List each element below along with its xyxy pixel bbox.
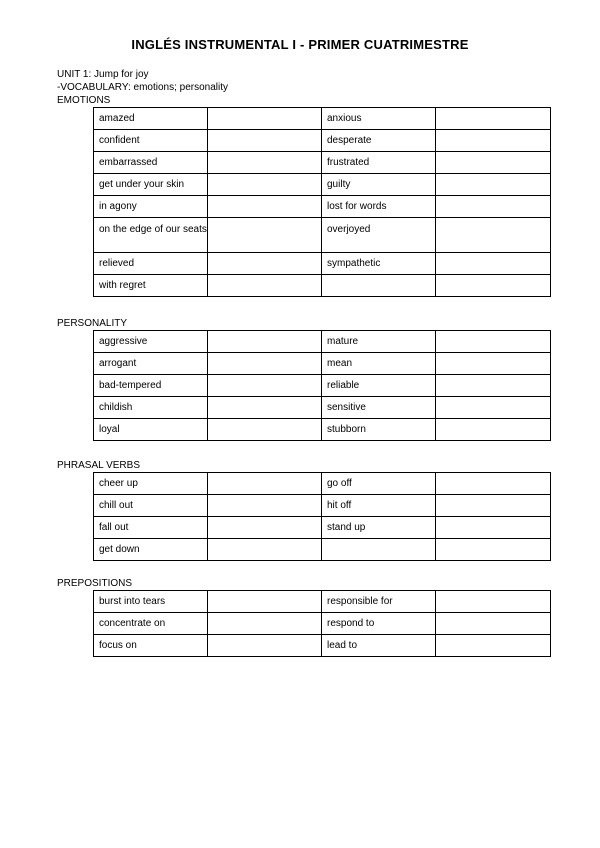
unit-line: UNIT 1: Jump for joy bbox=[57, 69, 149, 80]
vocab-term: get down bbox=[99, 544, 140, 555]
vocab-term: cheer up bbox=[99, 478, 138, 489]
vocab-term: mature bbox=[327, 336, 359, 347]
answer-cell[interactable] bbox=[208, 353, 322, 375]
term-cell bbox=[322, 353, 436, 375]
answer-cell[interactable] bbox=[436, 196, 551, 218]
vocab-term: frustrated bbox=[327, 157, 370, 168]
term-cell bbox=[322, 613, 436, 635]
term-cell bbox=[322, 397, 436, 419]
answer-cell[interactable] bbox=[208, 275, 322, 297]
term-cell bbox=[322, 253, 436, 275]
term-cell bbox=[322, 174, 436, 196]
vocab-term: focus on bbox=[99, 640, 137, 651]
answer-cell[interactable] bbox=[208, 196, 322, 218]
vocab-term: on the edge of our seats bbox=[99, 224, 207, 235]
table-row bbox=[94, 397, 551, 419]
answer-cell[interactable] bbox=[436, 613, 551, 635]
answer-cell[interactable] bbox=[436, 174, 551, 196]
answer-cell[interactable] bbox=[436, 331, 551, 353]
table-row bbox=[94, 331, 551, 353]
prepositions-heading: PREPOSITIONS bbox=[57, 578, 133, 589]
emotions-table bbox=[93, 107, 551, 297]
term-cell bbox=[322, 495, 436, 517]
answer-cell[interactable] bbox=[436, 517, 551, 539]
table-row bbox=[94, 108, 551, 130]
term-cell bbox=[322, 375, 436, 397]
answer-cell[interactable] bbox=[436, 635, 551, 657]
term-cell bbox=[94, 152, 208, 174]
term-cell bbox=[322, 331, 436, 353]
answer-cell[interactable] bbox=[436, 275, 551, 297]
phrasal-verbs-table bbox=[93, 472, 551, 561]
vocab-term: guilty bbox=[327, 179, 351, 190]
vocab-term: overjoyed bbox=[327, 224, 371, 235]
answer-cell[interactable] bbox=[436, 218, 551, 253]
term-cell bbox=[94, 218, 208, 253]
answer-cell[interactable] bbox=[436, 473, 551, 495]
answer-cell[interactable] bbox=[208, 419, 322, 441]
term-cell bbox=[94, 591, 208, 613]
answer-cell[interactable] bbox=[208, 108, 322, 130]
answer-cell[interactable] bbox=[436, 253, 551, 275]
term-cell bbox=[94, 375, 208, 397]
vocab-term: concentrate on bbox=[99, 618, 166, 629]
vocab-term: go off bbox=[327, 478, 352, 489]
vocab-term: hit off bbox=[327, 500, 352, 511]
term-cell bbox=[322, 152, 436, 174]
term-cell bbox=[322, 275, 436, 297]
answer-cell[interactable] bbox=[208, 517, 322, 539]
vocab-term: burst into tears bbox=[99, 596, 166, 607]
answer-cell[interactable] bbox=[436, 152, 551, 174]
vocab-term: confident bbox=[99, 135, 140, 146]
vocab-term: with regret bbox=[99, 280, 146, 291]
term-cell bbox=[94, 473, 208, 495]
personality-table bbox=[93, 330, 551, 441]
answer-cell[interactable] bbox=[436, 495, 551, 517]
term-cell bbox=[94, 613, 208, 635]
page-title: INGLÉS INSTRUMENTAL I - PRIMER CUATRIMESTRE bbox=[131, 37, 469, 52]
term-cell bbox=[94, 331, 208, 353]
table-row bbox=[94, 152, 551, 174]
vocab-term: lead to bbox=[327, 640, 358, 651]
answer-cell[interactable] bbox=[208, 613, 322, 635]
vocab-term: chill out bbox=[99, 500, 133, 511]
emotions-heading: EMOTIONS bbox=[57, 95, 111, 106]
table-row bbox=[94, 495, 551, 517]
vocab-term: amazed bbox=[99, 113, 135, 124]
vocab-term: stand up bbox=[327, 522, 366, 533]
vocab-term: relieved bbox=[99, 258, 135, 269]
vocab-term: responsible for bbox=[327, 596, 393, 607]
vocab-term: arrogant bbox=[99, 358, 137, 369]
vocab-term: childish bbox=[99, 402, 133, 413]
answer-cell[interactable] bbox=[208, 495, 322, 517]
vocab-term: loyal bbox=[99, 424, 120, 435]
table-row bbox=[94, 613, 551, 635]
term-cell bbox=[322, 591, 436, 613]
term-cell bbox=[322, 473, 436, 495]
table-row bbox=[94, 353, 551, 375]
table-row bbox=[94, 174, 551, 196]
table-row bbox=[94, 635, 551, 657]
table-row bbox=[94, 375, 551, 397]
term-cell bbox=[94, 174, 208, 196]
vocab-term: mean bbox=[327, 358, 353, 369]
term-cell bbox=[322, 218, 436, 253]
table-row bbox=[94, 275, 551, 297]
table-row bbox=[94, 517, 551, 539]
table-row bbox=[94, 253, 551, 275]
answer-cell[interactable] bbox=[436, 353, 551, 375]
vocab-term: anxious bbox=[327, 113, 362, 124]
vocab-term: desperate bbox=[327, 135, 372, 146]
vocab-term: aggressive bbox=[99, 336, 148, 347]
table-row bbox=[94, 419, 551, 441]
answer-cell[interactable] bbox=[436, 375, 551, 397]
term-cell bbox=[94, 539, 208, 561]
vocab-term: in agony bbox=[99, 201, 137, 212]
answer-cell[interactable] bbox=[436, 397, 551, 419]
term-cell bbox=[94, 397, 208, 419]
answer-cell[interactable] bbox=[208, 375, 322, 397]
answer-cell[interactable] bbox=[208, 397, 322, 419]
answer-cell[interactable] bbox=[208, 218, 322, 253]
table-row bbox=[94, 591, 551, 613]
answer-cell[interactable] bbox=[436, 539, 551, 561]
vocab-term: lost for words bbox=[327, 201, 387, 212]
term-cell bbox=[322, 196, 436, 218]
answer-cell[interactable] bbox=[208, 331, 322, 353]
term-cell bbox=[94, 130, 208, 152]
term-cell bbox=[94, 253, 208, 275]
term-cell bbox=[94, 275, 208, 297]
prepositions-table bbox=[93, 590, 551, 657]
term-cell bbox=[94, 517, 208, 539]
answer-cell[interactable] bbox=[436, 591, 551, 613]
table-row bbox=[94, 473, 551, 495]
answer-cell[interactable] bbox=[208, 152, 322, 174]
vocab-term: get under your skin bbox=[99, 179, 185, 190]
table-row bbox=[94, 539, 551, 561]
term-cell bbox=[322, 419, 436, 441]
term-cell bbox=[322, 539, 436, 561]
vocab-term: sensitive bbox=[327, 402, 366, 413]
answer-cell[interactable] bbox=[208, 635, 322, 657]
answer-cell[interactable] bbox=[208, 539, 322, 561]
vocab-term: bad-tempered bbox=[99, 380, 162, 391]
term-cell bbox=[322, 130, 436, 152]
term-cell bbox=[94, 196, 208, 218]
term-cell bbox=[94, 419, 208, 441]
personality-heading: PERSONALITY bbox=[57, 318, 128, 329]
vocab-term: sympathetic bbox=[327, 258, 381, 269]
vocab-term: fall out bbox=[99, 522, 129, 533]
phrasal-verbs-heading: PHRASAL VERBS bbox=[57, 460, 140, 471]
vocabulary-line: -VOCABULARY: emotions; personality bbox=[57, 82, 229, 93]
vocab-term: stubborn bbox=[327, 424, 366, 435]
term-cell bbox=[94, 108, 208, 130]
term-cell bbox=[322, 108, 436, 130]
vocab-term: embarrassed bbox=[99, 157, 158, 168]
answer-cell[interactable] bbox=[208, 473, 322, 495]
answer-cell[interactable] bbox=[208, 591, 322, 613]
answer-cell[interactable] bbox=[208, 253, 322, 275]
table-row bbox=[94, 218, 551, 253]
answer-cell[interactable] bbox=[208, 174, 322, 196]
term-cell bbox=[322, 517, 436, 539]
answer-cell[interactable] bbox=[436, 419, 551, 441]
term-cell bbox=[94, 353, 208, 375]
vocab-term: respond to bbox=[327, 618, 375, 629]
term-cell bbox=[322, 635, 436, 657]
answer-cell[interactable] bbox=[436, 130, 551, 152]
term-cell bbox=[94, 495, 208, 517]
vocab-term: reliable bbox=[327, 380, 360, 391]
table-row bbox=[94, 130, 551, 152]
answer-cell[interactable] bbox=[436, 108, 551, 130]
answer-cell[interactable] bbox=[208, 130, 322, 152]
term-cell bbox=[94, 635, 208, 657]
table-row bbox=[94, 196, 551, 218]
